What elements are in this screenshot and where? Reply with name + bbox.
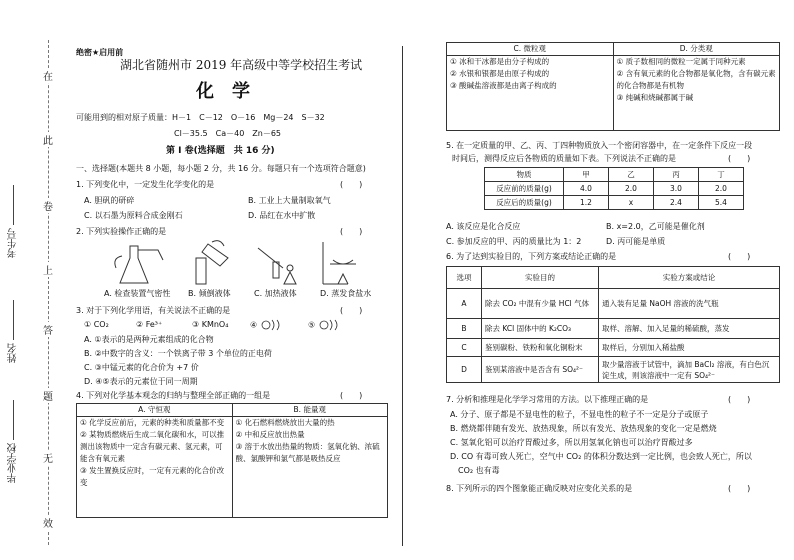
- q4-table-cd: [446, 42, 780, 131]
- q5-option-d: D. 丙可能是单质: [606, 237, 666, 246]
- question-1: 1. 下列变化中，一定发生化学变化的是: [76, 180, 215, 189]
- table-cell: 取样后，分别加入稀盐酸: [599, 339, 780, 357]
- q4-d-item: ② 含有氧元素的化合物都是氧化物，含有碳元素的化合物都是有机物: [616, 69, 776, 90]
- binding-sidebar: [0, 0, 62, 560]
- table-cell: D: [447, 357, 482, 383]
- lab-illustrations: [108, 238, 368, 288]
- q4-b-item: ② 中和反应放出热量: [235, 430, 305, 439]
- q5-mass-table: [484, 167, 744, 210]
- table-cell: 鉴别碳粉、铁粉和氧化铜粉末: [482, 339, 599, 357]
- field-exam-number: 考生号: [6, 185, 34, 258]
- q1-option-a: A. 胆矾的研碎: [84, 196, 135, 205]
- atom-structure-diagram: [260, 319, 284, 331]
- table-header: B. 能量观: [232, 404, 388, 417]
- question-7: 7. 分析和推理是化学学习常用的方法。以下推理正确的是: [446, 395, 649, 404]
- q2-option-d: D. 蒸发食盐水: [320, 289, 372, 298]
- q4-a-item: ③ 发生置换反应时，一定有元素的化合价改变: [80, 466, 225, 487]
- q4-c-item: ③ 酸碱盐溶液都是由离子构成的: [450, 81, 557, 90]
- exam-title: 湖北省随州市 2019 年高级中等学校招生考试: [120, 58, 363, 72]
- seal-char: 效: [40, 515, 56, 530]
- q2-option-a: A. 检查装置气密性: [104, 289, 171, 298]
- table-cell: x: [609, 196, 654, 210]
- q1-option-b: B. 工业上大量制取氧气: [248, 196, 331, 205]
- field-name: 姓名: [6, 300, 34, 363]
- section-title: 第 I 卷(选择题 共 16 分): [166, 146, 275, 156]
- q7-option-a: A. 分子、原子都是不显电性的粒子，不显电性的粒子不一定是分子或原子: [450, 410, 709, 419]
- table-cell: 取少量溶液于试管中，滴加 BaCl₂ 溶液，有白色沉淀生成，则该溶液中一定有 SO₄²⁻: [599, 357, 780, 383]
- seal-char: 题: [40, 388, 56, 403]
- heating-liquid-icon: [258, 248, 296, 284]
- secret-label: 绝密★启用前: [76, 48, 124, 57]
- q5-option-c: C. 参加反应的甲、丙的质量比为 1：2: [446, 237, 582, 246]
- q3-option-b: B. ②中数字的含义：一个铁离子带 3 个单位的正电荷: [84, 349, 272, 358]
- table-cell: 除去 CO₂ 中混有少量 HCl 气体: [482, 289, 599, 319]
- question-5-line-2: 时间后，测得反应后各物质的质量如下表。下列说法不正确的是: [452, 154, 676, 163]
- subject-title: 化 学: [196, 81, 250, 102]
- q4-a-item: ① 化学反应前后，元素的种类和质量都不变: [80, 418, 225, 427]
- seal-char: 此: [40, 132, 56, 147]
- question-4: 4. 下列对化学基本观念的归纳与整理全部正确的一组是: [76, 391, 271, 400]
- question-2: 2. 下列实验操作正确的是: [76, 227, 167, 236]
- q3-item-5: ⑤: [308, 319, 342, 331]
- table-row: [447, 289, 780, 319]
- table-row: [485, 182, 744, 196]
- q3-item-3: ③ KMnO₄: [192, 320, 229, 329]
- answer-paren: ( ): [728, 484, 751, 493]
- table-header: 丙: [654, 168, 699, 182]
- table-row: [447, 319, 780, 339]
- q7-option-b: B. 燃烧都伴随有发光、放热现象，所以有发光、放热现象的变化一定是燃烧: [450, 424, 717, 433]
- airtightness-check-icon: [115, 246, 163, 283]
- table-header: 选项: [447, 267, 482, 289]
- field-school: 毕业学校: [6, 400, 34, 483]
- q5-option-a: A. 该反应是化合反应: [446, 222, 521, 231]
- seal-char: 答: [40, 322, 56, 337]
- table-header: 甲: [564, 168, 609, 182]
- seal-char: 无: [40, 450, 56, 465]
- table-cell: 3.0: [654, 182, 699, 196]
- q7-option-d: D. CO 有毒可致人死亡，空气中 CO₂ 的体积分数达到一定比例，也会致人死亡，所以: [450, 452, 752, 461]
- table-header: A. 守恒观: [77, 404, 233, 417]
- table-cell: B: [447, 319, 482, 339]
- q4-b-item: ③ 溶于水放出热量的物质：氢氧化钠、浓硫酸、氯酸钾和氯气都是吸热反应: [235, 442, 380, 463]
- table-cell: C: [447, 339, 482, 357]
- evaporation-icon: [323, 242, 356, 284]
- atom-structure-diagram: [318, 319, 342, 331]
- table-header: 丁: [699, 168, 744, 182]
- table-header: D. 分类观: [613, 43, 780, 56]
- answer-paren: ( ): [728, 154, 751, 163]
- table-cell: 反应前的质量(g): [485, 182, 564, 196]
- table-header: 物质: [485, 168, 564, 182]
- atomic-mass-line-1: 可能用到的相对原子质量：H－1 C－12 O－16 Mg－24 S－32: [76, 113, 325, 122]
- table-cell: 取样、溶解、加入足量的稀硫酸，蒸发: [599, 319, 780, 339]
- q4-c-item: ② 水银和银都是由原子构成的: [450, 69, 550, 78]
- question-6: 6. 为了达到实验目的，下列方案或结论正确的是: [446, 252, 617, 261]
- answer-paren: ( ): [728, 252, 751, 261]
- table-cell: 5.4: [699, 196, 744, 210]
- table-header: 实验目的: [482, 267, 599, 289]
- q4-table-ab: [76, 403, 388, 518]
- atomic-mass-line-2: Cl－35.5 Ca－40 Zn－65: [174, 129, 282, 138]
- q4-a-item: ② 某物质燃烧后生成二氧化碳和水，可以推测出该物质中一定含有碳元素、氢元素，可能含有氧元素: [80, 430, 225, 463]
- table-row: [485, 196, 744, 210]
- q3-option-a: A. ①表示的是两种元素组成的化合物: [84, 335, 214, 344]
- q7-option-d-cont: CO₂ 也有毒: [450, 466, 500, 475]
- seal-char: 在: [40, 68, 56, 83]
- q4-c-item: ① 冰和干冰都是由分子构成的: [450, 57, 550, 66]
- table-cell: 2.0: [609, 182, 654, 196]
- seal-line: [48, 40, 49, 545]
- q2-option-b: B. 倾倒液体: [188, 289, 231, 298]
- q3-option-c: C. ③中锰元素的化合价为 +7 价: [84, 363, 199, 372]
- q4-d-item: ③ 纯碱和烧碱都属于碱: [616, 93, 694, 102]
- question-8: 8. 下列所示的四个图象能正确反映对应变化关系的是: [446, 484, 633, 493]
- table-row: [447, 339, 780, 357]
- q7-option-c: C. 氢氧化铝可以治疗胃酸过多，所以用氢氧化钠也可以治疗胃酸过多: [450, 438, 693, 447]
- q4-d-item: ① 质子数相同的微粒一定属于同种元素: [616, 57, 746, 66]
- table-cell: 2.0: [699, 182, 744, 196]
- column-divider: [402, 46, 403, 546]
- q4-b-item: ① 化石燃料燃烧放出大量的热: [235, 418, 335, 427]
- table-row: [447, 357, 780, 383]
- pouring-liquid-icon: [196, 241, 228, 284]
- table-cell: 通入装有足量 NaOH 溶液的洗气瓶: [599, 289, 780, 319]
- instructions: 一、选择题(本题共 8 小题，每小题 2 分，共 16 分。每题只有一个选项符合题意): [76, 164, 366, 173]
- q3-option-d: D. ④⑤表示的元素位于同一周期: [84, 377, 198, 386]
- q2-option-c: C. 加热液体: [254, 289, 297, 298]
- q3-item-1: ① CO₂: [84, 320, 109, 329]
- q1-option-d: D. 品红在水中扩散: [248, 211, 316, 220]
- table-cell: 反应后的质量(g): [485, 196, 564, 210]
- table-cell: 鉴别某溶液中是否含有 SO₄²⁻: [482, 357, 599, 383]
- answer-paren: ( ): [340, 391, 363, 400]
- seal-char: 卷: [40, 198, 56, 213]
- table-header: C. 微粒观: [447, 43, 614, 56]
- table-cell: 4.0: [564, 182, 609, 196]
- q1-option-c: C. 以石墨为原料合成金刚石: [84, 211, 183, 220]
- table-cell: 2.4: [654, 196, 699, 210]
- table-header: 实验方案或结论: [599, 267, 780, 289]
- q3-item-2: ② Fe³⁺: [136, 320, 163, 329]
- q5-option-b: B. x=2.0，乙可能是催化剂: [606, 222, 705, 231]
- q3-item-4: ④: [250, 319, 284, 331]
- table-cell: 除去 KCl 固体中的 K₂CO₃: [482, 319, 599, 339]
- answer-paren: ( ): [340, 227, 363, 236]
- q6-experiment-table: [446, 266, 780, 383]
- table-cell: A: [447, 289, 482, 319]
- question-5-line-1: 5. 在一定质量的甲、乙、丙、丁四种物质放入一个密闭容器中，在一定条件下反应一段: [446, 141, 753, 150]
- answer-paren: ( ): [728, 395, 751, 404]
- question-3: 3. 对于下列化学用语，有关说法不正确的是: [76, 306, 231, 315]
- table-header: 乙: [609, 168, 654, 182]
- answer-paren: ( ): [340, 180, 363, 189]
- answer-paren: ( ): [340, 306, 363, 315]
- table-cell: 1.2: [564, 196, 609, 210]
- seal-char: 上: [40, 262, 56, 277]
